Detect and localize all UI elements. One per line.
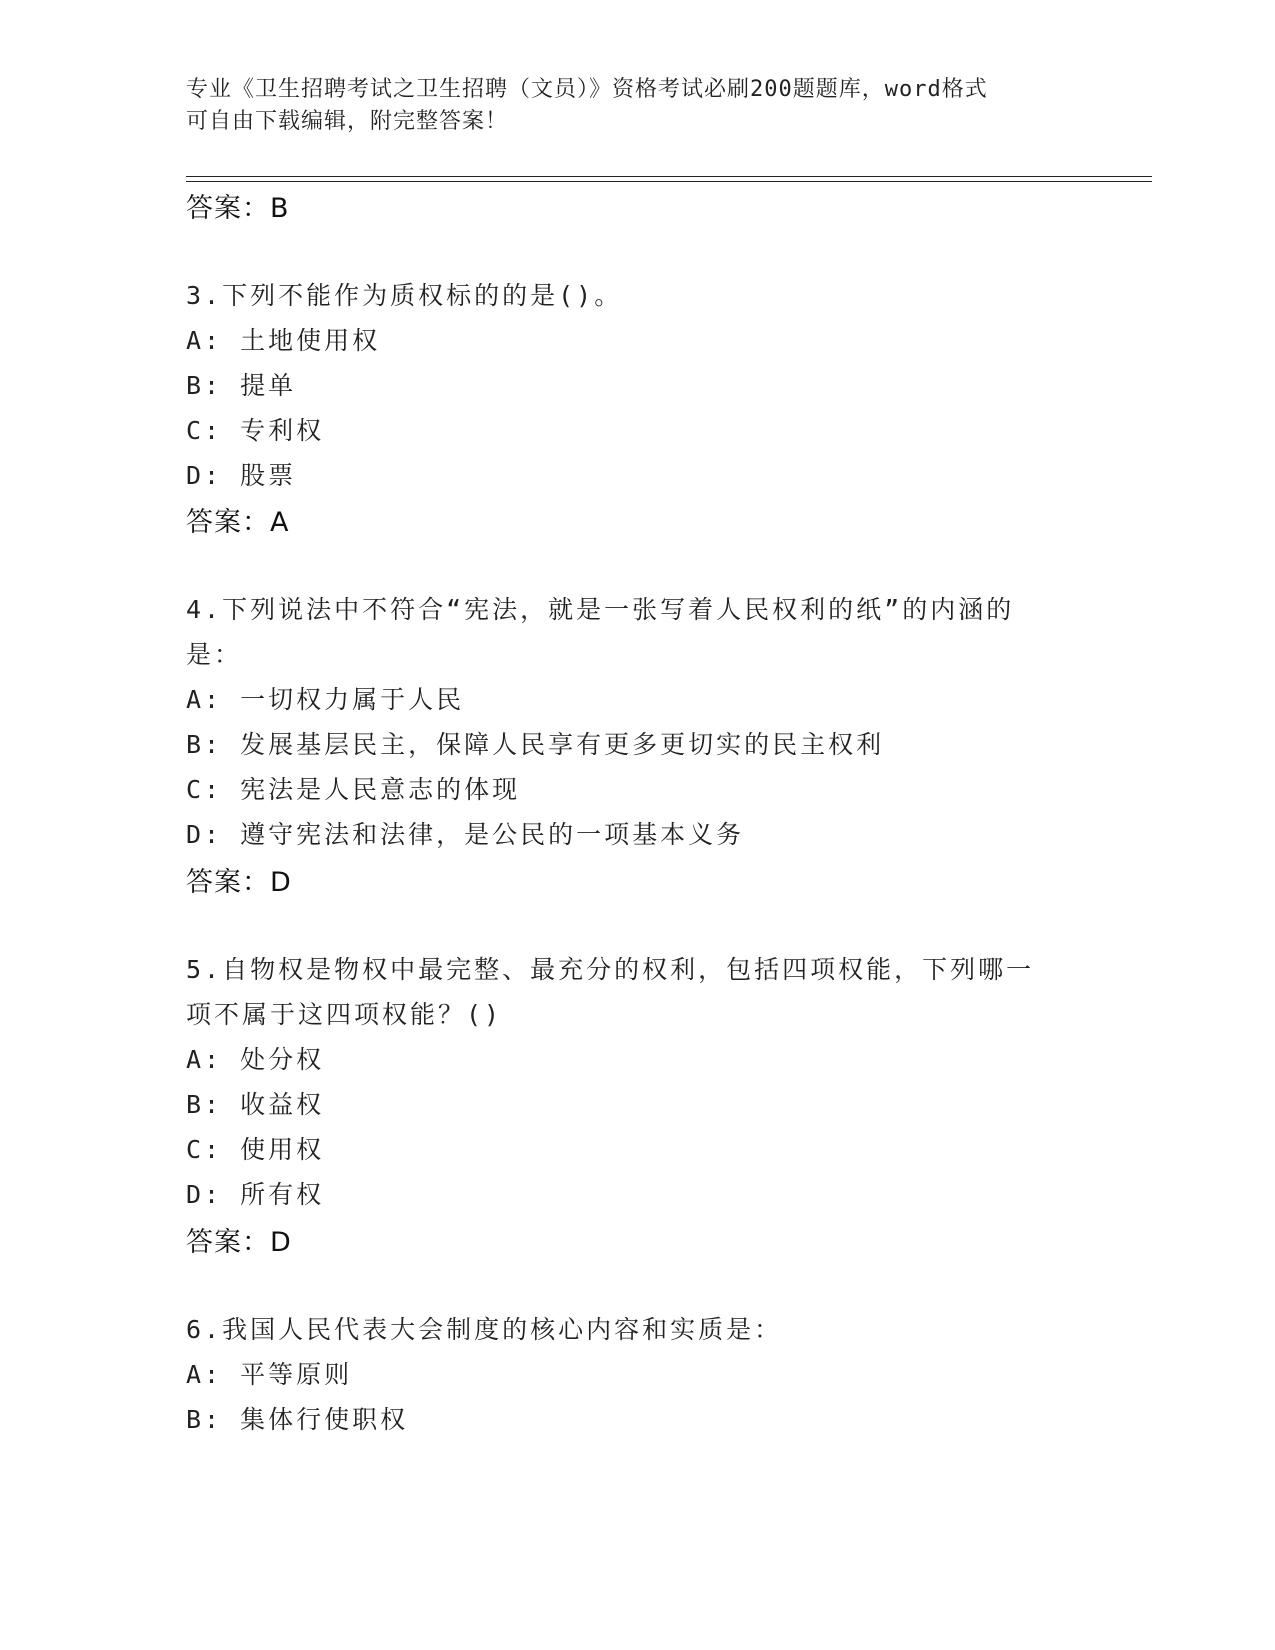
question-5-stem-line-2: 项不属于这四项权能？() (186, 1000, 503, 1029)
question-5-option-b: B: 收益权 (186, 1090, 325, 1119)
question-5-option-a: A: 处分权 (186, 1045, 325, 1074)
question-4-option-b: B: 发展基层民主，保障人民享有更多更切实的民主权利 (186, 730, 885, 759)
header-line-1: 专业《卫生招聘考试之卫生招聘（文员）》资格考试必刷200题题库，word格式 (186, 77, 988, 102)
answer-previous: 答案：B (186, 193, 290, 224)
question-4-stem-line-2: 是： (186, 640, 243, 669)
page-header (186, 74, 1066, 138)
question-3-stem-line-1: 3.下列不能作为质权标的的是()。 (186, 281, 623, 310)
question-4-option-c: C: 宪法是人民意志的体现 (186, 775, 521, 804)
question-4-stem-line-1: 4.下列说法中不符合“宪法，就是一张写着人民权利的纸”的内涵的 (186, 595, 1015, 624)
question-4-option-d: D: 遵守宪法和法律，是公民的一项基本义务 (186, 820, 745, 849)
header-rule-bottom (186, 181, 1152, 182)
question-3-option-b: B: 提单 (186, 371, 297, 400)
question-5-option-c: C: 使用权 (186, 1135, 325, 1164)
question-5-answer: 答案：D (186, 1227, 292, 1258)
question-5-option-d: D: 所有权 (186, 1180, 325, 1209)
question-3-option-d: D: 股票 (186, 461, 297, 490)
question-3-option-a: A: 土地使用权 (186, 326, 381, 355)
question-4-answer: 答案：D (186, 867, 292, 898)
question-3-option-c: C: 专利权 (186, 416, 325, 445)
question-6-stem-line-1: 6.我国人民代表大会制度的核心内容和实质是： (186, 1315, 783, 1344)
question-5-stem-line-1: 5.自物权是物权中最完整、最充分的权利，包括四项权能，下列哪一 (186, 955, 1035, 984)
question-6-option-b: B: 集体行使职权 (186, 1405, 409, 1434)
question-3-answer: 答案：A (186, 507, 290, 538)
header-rule-top (186, 176, 1152, 177)
question-4-option-a: A: 一切权力属于人民 (186, 685, 465, 714)
question-6-option-a: A: 平等原则 (186, 1360, 353, 1389)
header-line-2: 可自由下载编辑，附完整答案！ (186, 109, 509, 134)
